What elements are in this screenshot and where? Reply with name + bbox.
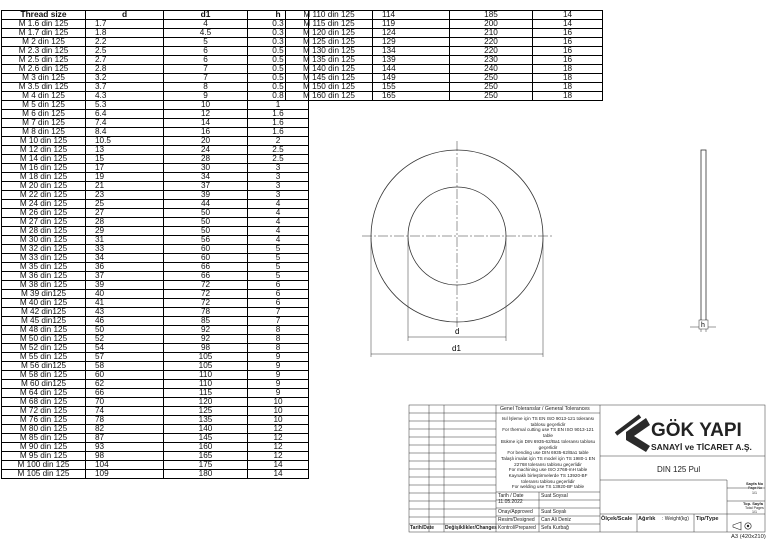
h-cell: 4 <box>248 227 309 236</box>
d-cell: 8.4 <box>86 128 164 137</box>
company-subtitle: SANAYİ ve TİCARET A.Ş. <box>651 442 752 452</box>
d-cell: 114 <box>373 11 450 20</box>
d-cell: 41 <box>86 299 164 308</box>
h-cell: 0.5 <box>248 47 309 56</box>
d1-cell: 5 <box>164 38 248 47</box>
d-cell: 74 <box>86 407 164 416</box>
d1-cell: 72 <box>164 299 248 308</box>
revision-changes-label: Değişiklikler/Changes <box>445 525 497 531</box>
h-cell: 2.5 <box>248 146 309 155</box>
thread-size-cell: M 2 din 125 <box>2 38 86 47</box>
thread-size-cell: M 130 din 125 <box>286 47 373 56</box>
d1-cell: 16 <box>164 128 248 137</box>
h-cell: 0.5 <box>248 83 309 92</box>
d-cell: 129 <box>373 38 450 47</box>
thread-size-cell: M 60 din125 <box>2 380 86 389</box>
h-cell: 12 <box>248 452 309 461</box>
h-cell: 18 <box>533 83 603 92</box>
thread-size-cell: M 26 din 125 <box>2 209 86 218</box>
h-cell: 18 <box>533 92 603 101</box>
washer-side-view <box>701 150 706 327</box>
tolerance-line: toleransı tablosu geçerlidir <box>521 478 575 484</box>
d1-cell: 50 <box>164 227 248 236</box>
d1-cell: 220 <box>450 38 533 47</box>
h-cell: 7 <box>248 308 309 317</box>
d1-cell: 135 <box>164 416 248 425</box>
thread-size-cell: M 12 din 125 <box>2 146 86 155</box>
h-cell: 1.6 <box>248 110 309 119</box>
h-cell: 12 <box>248 443 309 452</box>
header-thread-size: Thread size <box>2 11 86 20</box>
d-cell: 36 <box>86 263 164 272</box>
h-cell: 1.6 <box>248 128 309 137</box>
thread-size-cell: M 135 din 125 <box>286 56 373 65</box>
checked-label: Onay/Approved <box>498 509 533 515</box>
d1-cell: 56 <box>164 236 248 245</box>
thread-size-cell: M 18 din 125 <box>2 173 86 182</box>
h-cell: 10 <box>248 407 309 416</box>
d-cell: 54 <box>86 344 164 353</box>
thread-size-cell: M 33 din 125 <box>2 254 86 263</box>
d-cell: 124 <box>373 29 450 38</box>
d1-cell: 7 <box>164 74 248 83</box>
tolerance-line: Talaşlı imalat için TS model için TS 1980-1 EN <box>500 455 596 461</box>
h-cell: 4 <box>248 236 309 245</box>
h-cell: 10 <box>248 416 309 425</box>
weight-label: Ağırlık <box>638 516 656 522</box>
revision-date-label: Tarih/Date <box>410 525 435 531</box>
d1-cell: 220 <box>450 47 533 56</box>
thread-size-cell: M 50 din 125 <box>2 335 86 344</box>
d1-cell: 120 <box>164 398 248 407</box>
header-d1: d1 <box>164 11 248 20</box>
thread-size-cell: M 5 din 125 <box>2 101 86 110</box>
d1-cell: 250 <box>450 92 533 101</box>
tolerance-line: For thermal cutting use TS EN ISO 9013-121 <box>502 427 594 433</box>
d-cell: 19 <box>86 173 164 182</box>
h-cell: 2.5 <box>248 155 309 164</box>
thread-size-cell: M 10 din 125 <box>2 137 86 146</box>
h-cell: 14 <box>533 11 603 20</box>
h-cell: 5 <box>248 245 309 254</box>
thread-size-cell: M 45 din125 <box>2 317 86 326</box>
d-cell: 149 <box>373 74 450 83</box>
d1-cell: 105 <box>164 353 248 362</box>
d1-cell: 14 <box>164 119 248 128</box>
sheet-number-value: 1/1 <box>752 491 757 495</box>
h-cell: 0.3 <box>248 20 309 29</box>
d-cell: 70 <box>86 398 164 407</box>
d-cell: 7.4 <box>86 119 164 128</box>
d-cell: 25 <box>86 200 164 209</box>
d1-cell: 98 <box>164 344 248 353</box>
d1-cell: 28 <box>164 155 248 164</box>
tolerance-line: 22768 toleransı tablosu geçerlidir <box>514 461 582 467</box>
h-cell: 16 <box>533 38 603 47</box>
thread-size-cell: M 100 din 125 <box>2 461 86 470</box>
d-cell: 78 <box>86 416 164 425</box>
thread-size-cell: M 24 din 125 <box>2 200 86 209</box>
thread-size-cell: M 140 din 125 <box>286 65 373 74</box>
h-cell: 3 <box>248 173 309 182</box>
h-cell: 7 <box>248 317 309 326</box>
d-cell: 28 <box>86 218 164 227</box>
tolerance-line: tablosu geçerlidir <box>530 421 566 427</box>
thread-size-cell: M 2.3 din 125 <box>2 47 86 56</box>
d-cell: 27 <box>86 209 164 218</box>
d-cell: 6.4 <box>86 110 164 119</box>
h-cell: 1.6 <box>248 119 309 128</box>
d-cell: 139 <box>373 56 450 65</box>
d1-cell: 4 <box>164 20 248 29</box>
weight-unit: : Weight(kg) <box>662 516 689 522</box>
thread-size-cell: M 7 din 125 <box>2 119 86 128</box>
thread-size-cell: M 20 din 125 <box>2 182 86 191</box>
prepared-name: Sefa Kurbağ <box>541 525 569 531</box>
d-dimension-label: d <box>455 327 460 336</box>
d1-cell: 66 <box>164 263 248 272</box>
d1-cell: 92 <box>164 335 248 344</box>
d-cell: 93 <box>86 443 164 452</box>
d1-cell: 37 <box>164 182 248 191</box>
d-cell: 13 <box>86 146 164 155</box>
designed-label: Resim/Designed <box>498 517 535 523</box>
d-cell: 57 <box>86 353 164 362</box>
d1-cell: 39 <box>164 191 248 200</box>
tolerance-line: Isıl İşleme için TS EN ISO 9013-121 toleransı <box>501 416 595 421</box>
sheet-number-label: Sayfa No <box>746 481 764 486</box>
thread-size-cell: M 48 din 125 <box>2 326 86 335</box>
d-cell: 144 <box>373 65 450 74</box>
thread-size-cell: M 27 din 125 <box>2 218 86 227</box>
d-cell: 165 <box>373 92 450 101</box>
d1-cell: 175 <box>164 461 248 470</box>
d-cell: 29 <box>86 227 164 236</box>
thread-size-cell: M 145 din 125 <box>286 74 373 83</box>
h-cell: 4 <box>248 218 309 227</box>
total-pages-label: Top. Sayfa <box>743 501 763 506</box>
paper-size: A3 (420x210) <box>731 534 766 540</box>
d-cell: 33 <box>86 245 164 254</box>
d-cell: 43 <box>86 308 164 317</box>
thread-size-cell: M 2.5 din 125 <box>2 56 86 65</box>
h-cell: 5 <box>248 254 309 263</box>
thread-size-cell: M 40 din 125 <box>2 299 86 308</box>
thread-size-cell: M 125 din 125 <box>286 38 373 47</box>
header-h: h <box>248 11 309 20</box>
d1-cell: 44 <box>164 200 248 209</box>
d1-cell: 50 <box>164 218 248 227</box>
d1-cell: 72 <box>164 290 248 299</box>
d-cell: 1.7 <box>86 20 164 29</box>
thread-size-cell: M 80 din 125 <box>2 425 86 434</box>
h-cell: 16 <box>533 29 603 38</box>
sheet-number-sub: Page No <box>748 486 762 490</box>
h-cell: 0.5 <box>248 65 309 74</box>
thread-size-cell: M 76 din 125 <box>2 416 86 425</box>
d1-cell: 12 <box>164 110 248 119</box>
thread-size-cell: M 105 din 125 <box>2 470 86 479</box>
d-cell: 52 <box>86 335 164 344</box>
d-cell: 34 <box>86 254 164 263</box>
d-cell: 82 <box>86 425 164 434</box>
total-pages-sub: Total Pages <box>745 506 764 510</box>
d1-cell: 92 <box>164 326 248 335</box>
d-cell: 3.2 <box>86 74 164 83</box>
thread-size-cell: M 85 din 125 <box>2 434 86 443</box>
d1-cell: 66 <box>164 272 248 281</box>
d-cell: 2.7 <box>86 56 164 65</box>
thread-size-cell: M 2.6 din 125 <box>2 65 86 74</box>
d1-cell: 250 <box>450 83 533 92</box>
h-cell: 0.8 <box>248 92 309 101</box>
h-cell: 1 <box>248 101 309 110</box>
tolerance-line: geçerlidir <box>538 444 558 450</box>
d1-cell: 200 <box>450 20 533 29</box>
h-cell: 9 <box>248 389 309 398</box>
d1-cell: 125 <box>164 407 248 416</box>
tolerance-line: For bending use DIN 6935-62/Ba1 table <box>507 450 589 456</box>
h-cell: 3 <box>248 191 309 200</box>
tolerance-notes <box>498 416 598 490</box>
thread-size-cell: M 120 din 125 <box>286 29 373 38</box>
d-cell: 60 <box>86 371 164 380</box>
d1-cell: 210 <box>450 29 533 38</box>
thread-size-cell: M 56 din125 <box>2 362 86 371</box>
d1-cell: 9 <box>164 92 248 101</box>
thread-size-cell: M 95 din 125 <box>2 452 86 461</box>
d-cell: 46 <box>86 317 164 326</box>
thread-size-cell: M 38 din 125 <box>2 281 86 290</box>
company-name: GÖK YAPI <box>651 420 742 441</box>
d1-cell: 72 <box>164 281 248 290</box>
thread-size-cell: M 28 din 125 <box>2 227 86 236</box>
thread-size-cell: M 64 din 125 <box>2 389 86 398</box>
thread-size-cell: M 115 din 125 <box>286 20 373 29</box>
thread-size-cell: M 3 din 125 <box>2 74 86 83</box>
tolerance-line: For machining use ISO 2768-mH table <box>508 467 588 473</box>
h-cell: 6 <box>248 299 309 308</box>
h-cell: 0.5 <box>248 56 309 65</box>
d1-cell: 180 <box>164 470 248 479</box>
d-cell: 66 <box>86 389 164 398</box>
h-cell: 18 <box>533 74 603 83</box>
type-label: Tip/Type <box>696 516 719 522</box>
thread-size-cell: M 90 din 125 <box>2 443 86 452</box>
thread-size-cell: M 14 din 125 <box>2 155 86 164</box>
thread-size-cell: M 72 din 125 <box>2 407 86 416</box>
approved-name: Suat Soysal <box>541 493 568 499</box>
thread-size-cell: M 110 din 125 <box>286 11 373 20</box>
h-cell: 12 <box>248 434 309 443</box>
thread-size-cell: M 35 din 125 <box>2 263 86 272</box>
h-cell: 3 <box>248 182 309 191</box>
d1-cell: 20 <box>164 137 248 146</box>
h-cell: 8 <box>248 326 309 335</box>
tolerance-line: Kaynaklı birleştirmelerde TS 13920-BF <box>508 473 588 479</box>
d-cell: 5.3 <box>86 101 164 110</box>
h-cell: 14 <box>533 20 603 29</box>
h-cell: 0.5 <box>248 74 309 83</box>
h-cell: 4 <box>248 209 309 218</box>
d1-cell: 240 <box>450 65 533 74</box>
d-cell: 62 <box>86 380 164 389</box>
prepared-label: Kontrol/Prepared <box>498 525 536 531</box>
d-cell: 31 <box>86 236 164 245</box>
d1-cell: 6 <box>164 47 248 56</box>
thread-size-cell: M 150 din 125 <box>286 83 373 92</box>
d-cell: 4.3 <box>86 92 164 101</box>
h-cell: 6 <box>248 281 309 290</box>
h-cell: 14 <box>248 470 309 479</box>
h-cell: 8 <box>248 335 309 344</box>
d-cell: 15 <box>86 155 164 164</box>
d1-cell: 60 <box>164 245 248 254</box>
d-cell: 109 <box>86 470 164 479</box>
h-cell: 9 <box>248 380 309 389</box>
thread-size-cell: M 4 din 125 <box>2 92 86 101</box>
thread-size-cell: M 36 din 125 <box>2 272 86 281</box>
thread-size-cell: M 39 din125 <box>2 290 86 299</box>
h-cell: 9 <box>248 353 309 362</box>
d-cell: 98 <box>86 452 164 461</box>
d1-cell: 105 <box>164 362 248 371</box>
thread-size-cell: M 8 din 125 <box>2 128 86 137</box>
d1-cell: 60 <box>164 254 248 263</box>
d-cell: 104 <box>86 461 164 470</box>
date-value: 11.05.2022 <box>498 499 523 505</box>
d-cell: 155 <box>373 83 450 92</box>
d-cell: 58 <box>86 362 164 371</box>
d-cell: 10.5 <box>86 137 164 146</box>
header-d: d <box>86 11 164 20</box>
d1-cell: 24 <box>164 146 248 155</box>
h-cell: 6 <box>248 290 309 299</box>
company-logo-icon <box>616 416 650 452</box>
tolerance-line: For welding use TS 13920-BF table <box>511 484 585 490</box>
d-cell: 1.8 <box>86 29 164 38</box>
h-cell: 5 <box>248 263 309 272</box>
d1-cell: 4.5 <box>164 29 248 38</box>
d1-cell: 8 <box>164 83 248 92</box>
thread-size-cell: M 68 din 125 <box>2 398 86 407</box>
thread-size-cell: M 42 din125 <box>2 308 86 317</box>
d-cell: 17 <box>86 164 164 173</box>
d1-cell: 34 <box>164 173 248 182</box>
d1-cell: 230 <box>450 56 533 65</box>
h-cell: 14 <box>248 461 309 470</box>
d-cell: 40 <box>86 290 164 299</box>
d-cell: 87 <box>86 434 164 443</box>
thread-size-cell: M 32 din 125 <box>2 245 86 254</box>
checked-name: Suat Soyalı <box>541 509 567 515</box>
d1-cell: 50 <box>164 209 248 218</box>
d-cell: 37 <box>86 272 164 281</box>
h-cell: 10 <box>248 398 309 407</box>
d-cell: 134 <box>373 47 450 56</box>
designed-name: Can Ali Deniz <box>541 517 572 523</box>
projection-symbol-icon <box>733 522 751 530</box>
d1-cell: 110 <box>164 371 248 380</box>
d-cell: 3.7 <box>86 83 164 92</box>
h-cell: 9 <box>248 371 309 380</box>
h-cell: 5 <box>248 272 309 281</box>
thread-size-cell: M 1.7 din 125 <box>2 29 86 38</box>
general-tolerances-header: Genel Toleranslar / General Tolerances <box>500 406 590 412</box>
scale-label: Ölçek/Scale <box>601 516 633 522</box>
thread-size-cell: M 3.5 din 125 <box>2 83 86 92</box>
d1-cell: 6 <box>164 56 248 65</box>
h-cell: 4 <box>248 200 309 209</box>
thread-size-cell: M 160 din 125 <box>286 92 373 101</box>
d-cell: 39 <box>86 281 164 290</box>
h-cell: 9 <box>248 362 309 371</box>
h-dimension-label: h <box>701 322 705 329</box>
thread-size-cell: M 30 din 125 <box>2 236 86 245</box>
drawing-title: DIN 125 Pul <box>657 465 701 474</box>
h-cell: 18 <box>533 65 603 74</box>
d1-cell: 7 <box>164 65 248 74</box>
d1-cell: 165 <box>164 452 248 461</box>
d-cell: 21 <box>86 182 164 191</box>
thread-size-cell: M 6 din 125 <box>2 110 86 119</box>
d-cell: 50 <box>86 326 164 335</box>
d-cell: 2.8 <box>86 65 164 74</box>
thread-size-cell: M 52 din 125 <box>2 344 86 353</box>
d1-cell: 30 <box>164 164 248 173</box>
date-label: Tarih / Date <box>498 493 524 499</box>
d1-cell: 160 <box>164 443 248 452</box>
d1-cell: 85 <box>164 317 248 326</box>
d1-cell: 185 <box>450 11 533 20</box>
d1-cell: 250 <box>450 74 533 83</box>
d-cell: 119 <box>373 20 450 29</box>
h-cell: 0.3 <box>248 38 309 47</box>
d1-dimension-label: d1 <box>452 344 461 353</box>
h-cell: 16 <box>533 56 603 65</box>
thread-size-cell: M 58 din 125 <box>2 371 86 380</box>
d1-cell: 145 <box>164 434 248 443</box>
h-cell: 3 <box>248 164 309 173</box>
h-cell: 8 <box>248 344 309 353</box>
d-cell: 2.5 <box>86 47 164 56</box>
d1-cell: 10 <box>164 101 248 110</box>
h-cell: 2 <box>248 137 309 146</box>
thread-size-cell: M 55 din 125 <box>2 353 86 362</box>
h-cell: 16 <box>533 47 603 56</box>
thread-size-cell: M 22 din 125 <box>2 191 86 200</box>
d-cell: 2.2 <box>86 38 164 47</box>
thread-size-cell: M 1.6 din 125 <box>2 20 86 29</box>
d1-cell: 110 <box>164 380 248 389</box>
tolerance-line: table <box>543 433 553 439</box>
d-cell: 23 <box>86 191 164 200</box>
total-pages-value: 1/1 <box>752 510 757 514</box>
h-cell: 12 <box>248 425 309 434</box>
d1-cell: 78 <box>164 308 248 317</box>
d1-cell: 140 <box>164 425 248 434</box>
thread-size-cell: M 16 din 125 <box>2 164 86 173</box>
tolerance-line: Bükme için DIN 6935-62/Ba1 toleransı tablosu <box>500 438 596 444</box>
d1-cell: 115 <box>164 389 248 398</box>
h-cell: 0.3 <box>248 29 309 38</box>
